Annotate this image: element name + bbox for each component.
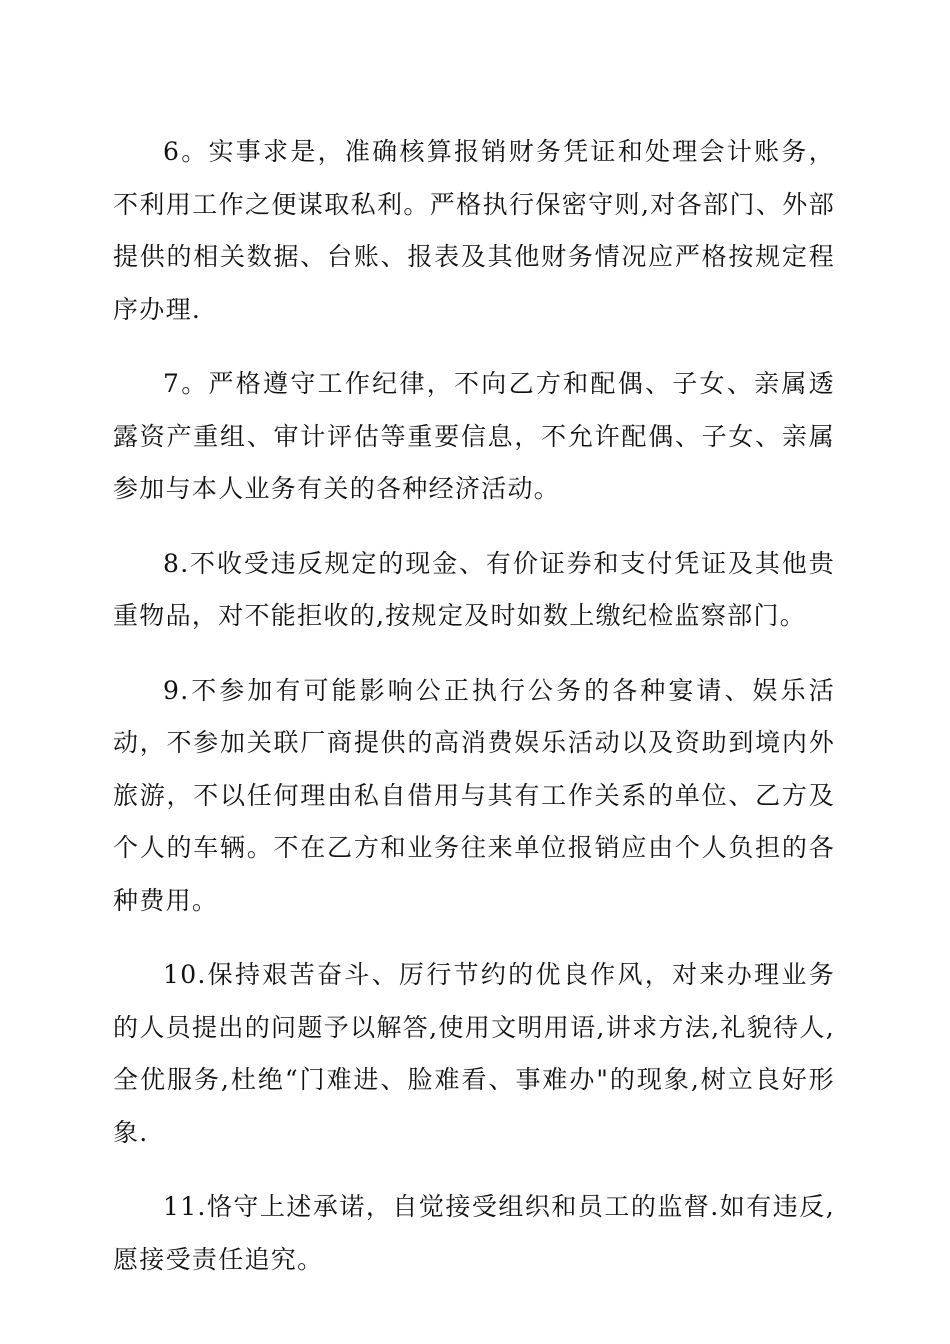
paragraph-item-11: 11.恪守上述承诺，自觉接受组织和员工的监督.如有违反,愿接受责任追究。 bbox=[113, 1192, 835, 1274]
paragraph-item-9: 9.不参加有可能影响公正执行公务的各种宴请、娱乐活动，不参加关联厂商提供的高消费娱乐活动以及资助到境内外旅游，不以任何理由私自借用与其有工作关系的单位、乙方及个人的车辆。不在乙方和业务往来单位报销应由个人负担的各种费用。 bbox=[113, 675, 835, 915]
paragraph-item-7: 7。严格遵守工作纪律，不向乙方和配偶、子女、亲属透露资产重组、审计评估等重要信息，不允许配偶、子女、亲属参加与本人业务有关的各种经济活动。 bbox=[113, 369, 835, 503]
paragraph-item-6: 6。实事求是，准确核算报销财务凭证和处理会计账务，不利用工作之便谋取私利。严格执行保密守则,对各部门、外部提供的相关数据、台账、报表及其他财务情况应严格按规定程序办理. bbox=[113, 137, 835, 324]
paragraph-item-10: 10.保持艰苦奋斗、厉行节约的优良作风，对来办理业务的人员提出的问题予以解答,使用文明用语,讲求方法,礼貌待人,全优服务,杜绝“门难进、脸难看、事难办"的现象,树立良好形象. bbox=[113, 960, 835, 1147]
document-body bbox=[113, 126, 835, 1308]
paragraph-item-8: 8.不收受违反规定的现金、有价证券和支付凭证及其他贵重物品，对不能拒收的,按规定及时如数上缴纪检监察部门。 bbox=[113, 548, 835, 630]
